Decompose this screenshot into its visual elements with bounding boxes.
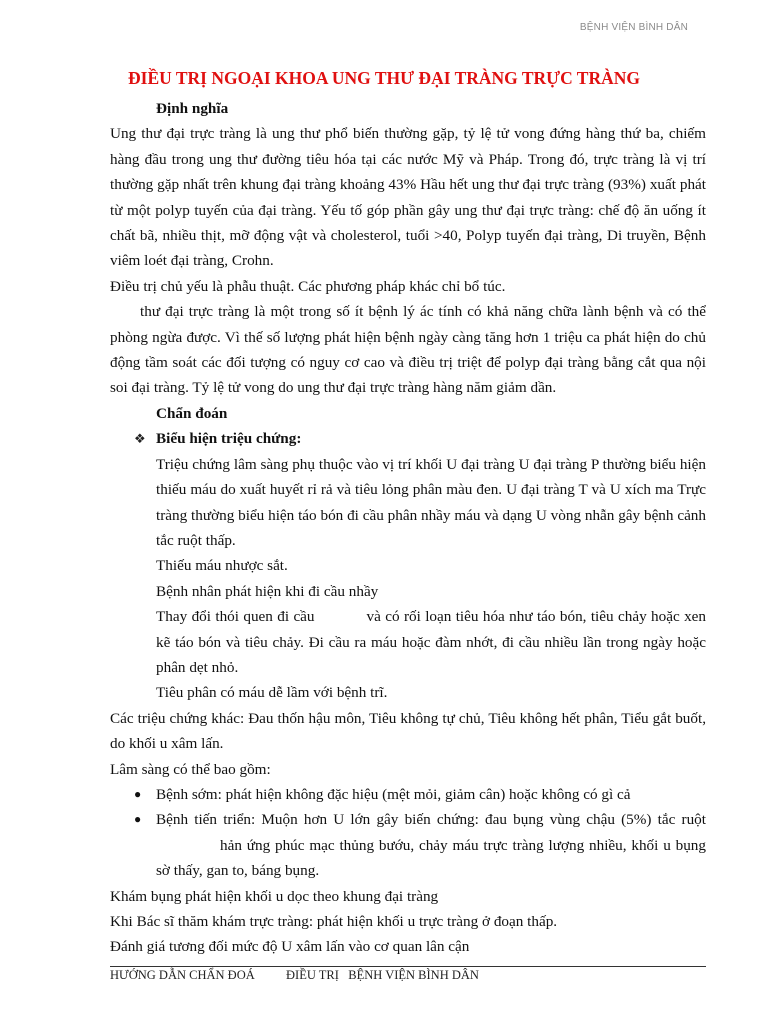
symptoms-paragraph-4 xyxy=(156,604,706,680)
header-hospital-name: BỆNH VIỆN BÌNH DÂN xyxy=(579,22,688,33)
symptoms-heading-row xyxy=(134,426,706,451)
symptoms-4-part-b: và có rối loạn tiêu hóa như táo bón, tiêu chảy hoặc xen kẽ táo bón và tiêu chảy. Đi cầu ra máu hoặc đàm nhớt, đi cầu nhiều lần trong ngày hoặc phân dẹt nhỏ. xyxy=(156,608,707,676)
diagnosis-heading: Chẩn đoán xyxy=(156,404,228,422)
exam-line-1: Khám bụng phát hiện khối u dọc theo khung đại tràng xyxy=(110,887,439,905)
definition-paragraph: Ung thư đại trực tràng là ung thư phổ biến thường gặp, tỷ lệ tử vong đứng hàng thứ ba, chiếm hàng đầu trong ung thư đường tiêu hóa tại các nước Mỹ và Pháp. Trong đó, trực tràng là vị trí thường gặp nhất trên khung đại tràng khoảng 43% Hầu hết ung thư đại trực tràng (93%) xuất phát từ một polyp tuyến của đại tràng. Yếu tố góp phần gây ung thư đại trực tràng: chế độ ăn uống ít chất bã, nhiều thịt, mỡ động vật và cholesterol, tuổi >40, Polyp tuyến đại tràng, Di truyền, Bệnh viêm loét đại tràng, Crohn. xyxy=(110,125,706,270)
bullet-dot-icon: ● xyxy=(134,786,142,801)
symptoms-heading: Biểu hiện triệu chứng: xyxy=(156,430,302,448)
document-body xyxy=(110,96,706,960)
bullet-2-text xyxy=(156,807,706,883)
list-item xyxy=(134,807,706,883)
footer-divider xyxy=(110,966,706,967)
symptoms-paragraph-1: Triệu chứng lâm sàng phụ thuộc vào vị trí khối U đại tràng U đại tràng P thường biểu hiện thiếu máu do xuất huyết rỉ rả và tiêu lỏng phân màu đen. U đại tràng T và U xích ma Trực tràng thường biểu hiện táo bón đi cầu phân nhầy máu và dạng U vòng nhẫn gây bệnh cảnh tắc ruột thấp. xyxy=(156,455,706,549)
bullet-2-part-a: Bệnh tiến triển: Muộn hơn U lớn gây biến chứng: đau bụng vùng chậu (5%) tắc ruột xyxy=(156,811,706,829)
symptoms-4-part-a: Thay đổi thói quen đi cầu xyxy=(156,608,315,626)
other-symptoms-paragraph: Các triệu chứng khác: Đau thốn hậu môn, Tiêu không tự chủ, Tiêu không hết phân, Tiểu gắt buốt, do khối u xâm lấn. xyxy=(110,709,706,753)
symptoms-paragraph-3: Bệnh nhân phát hiện khi đi cầu nhầy xyxy=(156,582,379,600)
bullet-dot-icon: ● xyxy=(134,812,142,827)
list-item xyxy=(134,782,706,807)
exam-line-3: Đánh giá tương đối mức độ U xâm lấn vào cơ quan lân cận xyxy=(110,938,470,956)
symptoms-paragraph-2: Thiếu máu nhược sắt. xyxy=(156,557,288,575)
definition-heading: Định nghĩa xyxy=(156,100,229,117)
clinical-intro: Lâm sàng có thể bao gồm: xyxy=(110,760,271,778)
exam-line-2: Khi Bác sĩ thăm khám trực tràng: phát hiện khối u trực tràng ở đoạn thấp. xyxy=(110,913,558,930)
bullet-2-part-b: hản ứng phúc mạc thủng bướu, chảy máu trực tràng lượng nhiều, khối u bụng sờ thấy, gan to, báng bụng. xyxy=(156,836,706,880)
symptoms-paragraph-5: Tiêu phân có máu dễ lầm với bệnh trĩ. xyxy=(156,684,388,702)
treatment-paragraph: Điều trị chủ yếu là phẫu thuật. Các phương pháp khác chỉ bổ túc. xyxy=(110,277,506,295)
footer-text: HƯỚNG DẪN CHẨN ĐOÁ ĐIỀU TRỊ BỆNH VIỆN BÌNH DÂN xyxy=(110,968,479,982)
prevention-paragraph: thư đại trực tràng là một trong số ít bệnh lý ác tính có khả năng chữa lành bệnh và có thể phòng ngừa được. Vì thế số lượng phát hiện bệnh ngày càng tăng hơn 1 triệu ca phát hiện do chủ động tầm soát các đối tượng có nguy cơ cao và điều trị triệt để polyp đại tràng bằng cắt qua nội soi đại tràng. Tỷ lệ tử vong do ung thư đại trực tràng hàng năm giảm dần. xyxy=(110,303,706,397)
diamond-bullet-icon: ❖ xyxy=(134,431,146,447)
bullet-1-text: Bệnh sớm: phát hiện không đặc hiệu (mệt mỏi, giảm cân) hoặc không có gì cả xyxy=(156,785,631,803)
document-title: ĐIỀU TRỊ NGOẠI KHOA UNG THƯ ĐẠI TRÀNG TRỰC TRÀNG xyxy=(128,68,640,88)
